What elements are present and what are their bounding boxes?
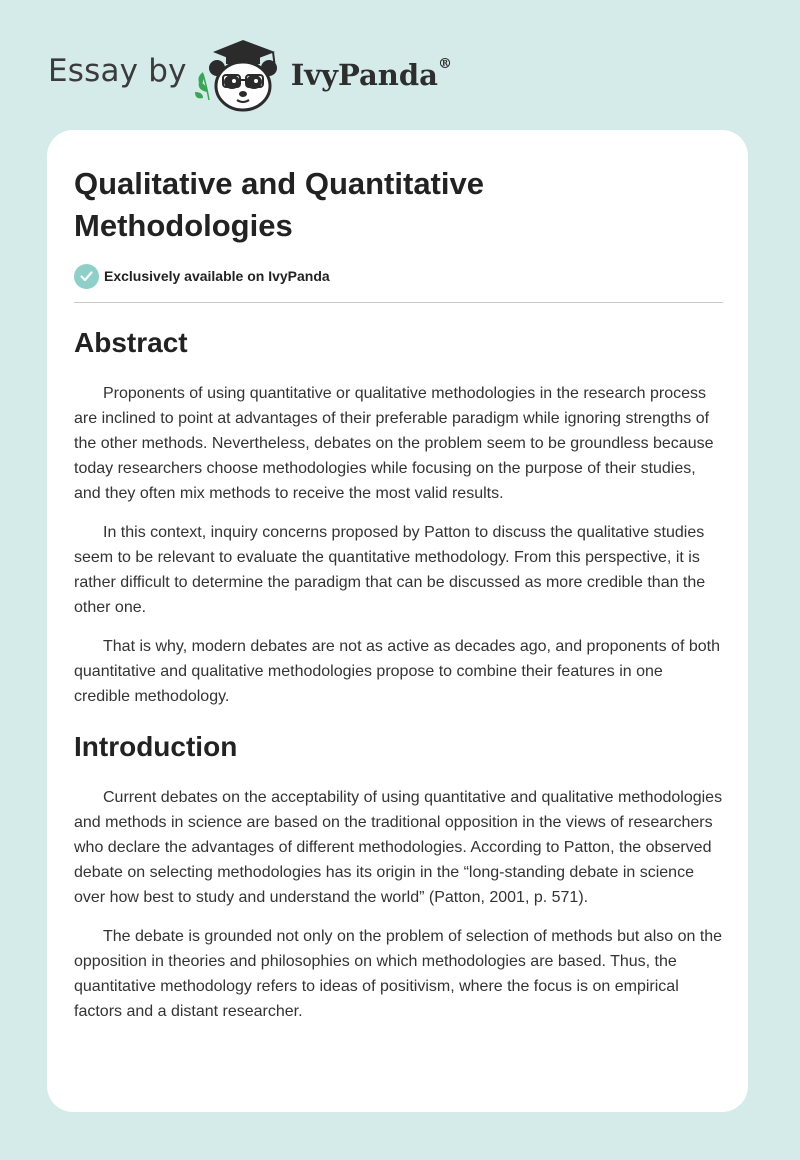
- essay-body: [74, 323, 723, 1038]
- essay-by-label: Essay by: [48, 53, 187, 89]
- paragraph: That is why, modern debates are not as active as decades ago, and proponents of both quantitative and qualitative methodologies propose to combine their features in one credible methodology.: [74, 638, 720, 705]
- site-header: [48, 34, 548, 114]
- section-heading-introduction: Introduction: [74, 731, 238, 762]
- page-title: Qualitative and Quantitative Methodologies: [74, 166, 484, 243]
- paragraph: In this context, inquiry concerns proposed by Patton to discuss the qualitative studies seem to be relevant to evaluate the quantitative methodology. From this perspective, it is rather difficult to determine the paradigm that can be discussed as more credible than the other one.: [74, 524, 706, 616]
- panda-graduate-icon[interactable]: [193, 34, 291, 114]
- badge-label: Exclusively available on IvyPanda: [104, 268, 330, 284]
- check-icon: [74, 264, 99, 289]
- exclusive-badge: [74, 263, 330, 289]
- paragraph: Proponents of using quantitative or qualitative methodologies in the research process are inclined to point at advantages of their preferable paradigm while ignoring strengths of the other methods. Nevertheless, debates on the problem seem to be groundless because today researchers choose methodologies while focusing on the purpose of their studies, and they often mix methods to receive the most valid results.: [74, 385, 714, 502]
- paragraph: Current debates on the acceptability of using quantitative and qualitative methodologies and methods in science are based on the traditional opposition in the views of researchers who declare the advantages of different methodologies. According to Patton, the observed debate on selecting methodologies has its origin in the “long-standing debate in science over how best to study and understand the world” (Patton, 2001, p. 571).: [74, 789, 723, 906]
- paragraph: The debate is grounded not only on the problem of selection of methods but also on the opposition in theories and philosophies on which methodologies are based. Thus, the quantitative methodology refers to ideas of positivism, where the focus is on empirical factors and a distant researcher.: [74, 928, 723, 1020]
- title-divider: [74, 302, 723, 303]
- section-heading-abstract: Abstract: [74, 327, 188, 358]
- brand-name[interactable]: IvyPanda®: [290, 56, 452, 92]
- essay-card: [47, 130, 748, 1112]
